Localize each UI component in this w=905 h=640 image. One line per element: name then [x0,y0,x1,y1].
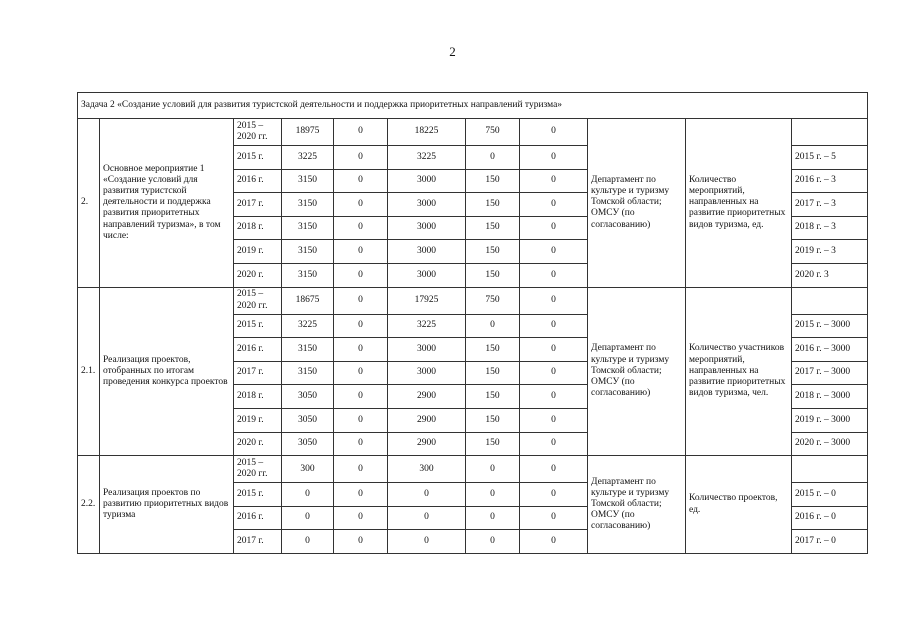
local-value: 750 [466,119,520,146]
period-cell: 2017 г. [234,361,282,385]
local-value: 0 [466,530,520,554]
federal-value: 0 [334,169,388,193]
federal-value: 0 [334,193,388,217]
indicator-target: 2017 г. – 3 [792,193,868,217]
responsible-executor: Департамент по культуре и туризму Томской области; ОМСУ (по согласованию) [588,287,686,456]
regional-value: 2900 [388,408,466,432]
federal-value: 0 [334,338,388,362]
table-row [78,456,868,483]
federal-value: 0 [334,408,388,432]
federal-value: 0 [334,483,388,507]
federal-value: 0 [334,530,388,554]
period-cell: 2015 – 2020 гг. [234,119,282,146]
measures-table [77,92,868,554]
total-value: 3050 [282,385,334,409]
federal-value: 0 [334,314,388,338]
indicator-target: 2018 г. – 3 [792,216,868,240]
other-value: 0 [520,216,588,240]
indicator-target: 2015 г. – 3000 [792,314,868,338]
total-value: 3150 [282,216,334,240]
indicator-target: 2020 г. 3 [792,263,868,287]
other-value: 0 [520,483,588,507]
indicator-target [792,119,868,146]
federal-value: 0 [334,432,388,456]
measure-name: Реализация проектов, отобранных по итогам проведения конкурса проектов [100,287,234,456]
other-value: 0 [520,193,588,217]
total-value: 3150 [282,263,334,287]
other-value: 0 [520,530,588,554]
period-cell: 2018 г. [234,385,282,409]
regional-value: 3000 [388,240,466,264]
indicator-target: 2016 г. – 3000 [792,338,868,362]
regional-value: 0 [388,506,466,530]
local-value: 150 [466,240,520,264]
regional-value: 3000 [388,361,466,385]
total-value: 0 [282,530,334,554]
indicator-target [792,287,868,314]
local-value: 150 [466,361,520,385]
other-value: 0 [520,432,588,456]
indicator-target: 2017 г. – 0 [792,530,868,554]
indicator-target: 2018 г. – 3000 [792,385,868,409]
period-cell: 2015 – 2020 гг. [234,456,282,483]
responsible-executor: Департамент по культуре и туризму Томской области; ОМСУ (по согласованию) [588,456,686,554]
regional-value: 3225 [388,146,466,170]
regional-value: 2900 [388,385,466,409]
regional-value: 3000 [388,193,466,217]
task-title: Задача 2 «Создание условий для развития туристской деятельности и поддержка приоритетных направлений туризма» [78,93,868,119]
period-cell: 2016 г. [234,169,282,193]
local-value: 150 [466,169,520,193]
local-value: 150 [466,432,520,456]
section-number: 2.2. [78,456,100,554]
period-cell: 2019 г. [234,240,282,264]
period-cell: 2020 г. [234,432,282,456]
measure-name: Основное мероприятие 1 «Создание условий для развития туристской деятельности и поддержка развития приоритетных направлений туризма», в том числе: [100,119,234,288]
other-value: 0 [520,169,588,193]
local-value: 0 [466,506,520,530]
table-row [78,287,868,314]
total-value: 3150 [282,193,334,217]
regional-value: 3000 [388,338,466,362]
indicator-target: 2015 г. – 0 [792,483,868,507]
period-cell: 2017 г. [234,193,282,217]
responsible-executor: Департамент по культуре и туризму Томской области; ОМСУ (по согласованию) [588,119,686,288]
regional-value: 2900 [388,432,466,456]
total-value: 300 [282,456,334,483]
local-value: 150 [466,338,520,362]
federal-value: 0 [334,263,388,287]
regional-value: 17925 [388,287,466,314]
total-value: 18675 [282,287,334,314]
total-value: 3050 [282,408,334,432]
total-value: 3150 [282,361,334,385]
federal-value: 0 [334,506,388,530]
period-cell: 2015 г. [234,314,282,338]
period-cell: 2015 г. [234,483,282,507]
period-cell: 2015 г. [234,146,282,170]
indicator-target: 2019 г. – 3000 [792,408,868,432]
table-body [78,93,868,554]
measure-name: Реализация проектов по развитию приоритетных видов туризма [100,456,234,554]
page-number: 2 [449,44,456,59]
indicator-target: 2019 г. – 3 [792,240,868,264]
other-value: 0 [520,287,588,314]
federal-value: 0 [334,385,388,409]
period-cell: 2019 г. [234,408,282,432]
other-value: 0 [520,408,588,432]
total-value: 0 [282,506,334,530]
regional-value: 3225 [388,314,466,338]
total-value: 3150 [282,338,334,362]
federal-value: 0 [334,146,388,170]
regional-value: 300 [388,456,466,483]
indicator-target: 2017 г. – 3000 [792,361,868,385]
local-value: 0 [466,483,520,507]
federal-value: 0 [334,119,388,146]
other-value: 0 [520,240,588,264]
other-value: 0 [520,338,588,362]
local-value: 150 [466,216,520,240]
federal-value: 0 [334,240,388,264]
indicator-target [792,456,868,483]
other-value: 0 [520,361,588,385]
regional-value: 3000 [388,169,466,193]
indicator-target: 2015 г. – 5 [792,146,868,170]
total-value: 3050 [282,432,334,456]
total-value: 3150 [282,169,334,193]
other-value: 0 [520,314,588,338]
other-value: 0 [520,146,588,170]
local-value: 0 [466,146,520,170]
indicator-target: 2016 г. – 0 [792,506,868,530]
indicator-target: 2016 г. – 3 [792,169,868,193]
period-cell: 2015 – 2020 гг. [234,287,282,314]
indicator-target: 2020 г. – 3000 [792,432,868,456]
section-number: 2.1. [78,287,100,456]
other-value: 0 [520,119,588,146]
local-value: 0 [466,314,520,338]
indicator-name: Количество проектов, ед. [686,456,792,554]
total-value: 3225 [282,314,334,338]
indicator-name: Количество мероприятий, направленных на развитие приоритетных видов туризма, ед. [686,119,792,288]
federal-value: 0 [334,287,388,314]
local-value: 750 [466,287,520,314]
period-cell: 2018 г. [234,216,282,240]
other-value: 0 [520,456,588,483]
regional-value: 18225 [388,119,466,146]
total-value: 3225 [282,146,334,170]
section-number: 2. [78,119,100,288]
local-value: 150 [466,193,520,217]
other-value: 0 [520,385,588,409]
federal-value: 0 [334,456,388,483]
period-cell: 2020 г. [234,263,282,287]
period-cell: 2017 г. [234,530,282,554]
period-cell: 2016 г. [234,506,282,530]
local-value: 150 [466,263,520,287]
local-value: 150 [466,408,520,432]
regional-value: 0 [388,483,466,507]
table-row [78,119,868,146]
local-value: 150 [466,385,520,409]
regional-value: 3000 [388,263,466,287]
indicator-name: Количество участников мероприятий, направленных на развитие приоритетных видов туризма, чел. [686,287,792,456]
federal-value: 0 [334,216,388,240]
period-cell: 2016 г. [234,338,282,362]
other-value: 0 [520,263,588,287]
total-value: 0 [282,483,334,507]
federal-value: 0 [334,361,388,385]
total-value: 3150 [282,240,334,264]
other-value: 0 [520,506,588,530]
local-value: 0 [466,456,520,483]
regional-value: 0 [388,530,466,554]
regional-value: 3000 [388,216,466,240]
total-value: 18975 [282,119,334,146]
